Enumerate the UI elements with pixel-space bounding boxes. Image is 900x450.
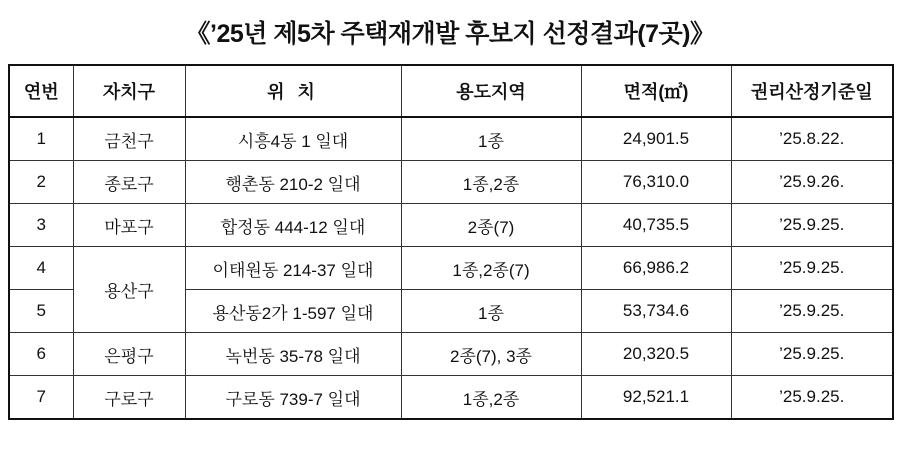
- table-row: [9, 117, 893, 161]
- column-header-location: 위 치: [185, 65, 401, 117]
- cell-area: 92,521.1: [581, 376, 731, 420]
- table-row: [9, 247, 893, 290]
- cell-date: ’25.8.22.: [731, 117, 893, 161]
- cell-location: 합정동 444-12 일대: [185, 204, 401, 247]
- cell-area: 20,320.5: [581, 333, 731, 376]
- column-header-zone: 용도지역: [401, 65, 581, 117]
- cell-no: 1: [9, 117, 73, 161]
- cell-no: 7: [9, 376, 73, 420]
- cell-date: ’25.9.25.: [731, 376, 893, 420]
- cell-location: 구로동 739-7 일대: [185, 376, 401, 420]
- column-header-area: 면적(㎡): [581, 65, 731, 117]
- table-body: [9, 117, 893, 419]
- cell-district: 은평구: [73, 333, 185, 376]
- cell-location: 이태원동 214-37 일대: [185, 247, 401, 290]
- cell-zone: 2종(7): [401, 204, 581, 247]
- cell-zone: 2종(7), 3종: [401, 333, 581, 376]
- column-header-no: 연번: [9, 65, 73, 117]
- cell-location: 녹번동 35-78 일대: [185, 333, 401, 376]
- table-header: [9, 65, 893, 117]
- cell-zone: 1종,2종: [401, 161, 581, 204]
- cell-zone: 1종,2종: [401, 376, 581, 420]
- cell-location: 행촌동 210-2 일대: [185, 161, 401, 204]
- table-row: [9, 376, 893, 420]
- cell-no: 5: [9, 290, 73, 333]
- cell-zone: 1종,2종(7): [401, 247, 581, 290]
- cell-no: 3: [9, 204, 73, 247]
- cell-district: 구로구: [73, 376, 185, 420]
- cell-date: ’25.9.26.: [731, 161, 893, 204]
- column-header-district: 자치구: [73, 65, 185, 117]
- cell-location: 용산동2가 1-597 일대: [185, 290, 401, 333]
- cell-area: 40,735.5: [581, 204, 731, 247]
- page-title: 《’25년 제5차 주택재개발 후보지 선정결과(7곳)》: [185, 20, 715, 48]
- redevelopment-candidates-table: [8, 64, 894, 420]
- cell-date: ’25.9.25.: [731, 247, 893, 290]
- cell-location: 시흥4동 1 일대: [185, 117, 401, 161]
- table-row: [9, 161, 893, 204]
- cell-area: 66,986.2: [581, 247, 731, 290]
- cell-district: 금천구: [73, 117, 185, 161]
- cell-no: 4: [9, 247, 73, 290]
- table-header-row: [9, 65, 893, 117]
- column-header-date: 권리산정기준일: [731, 65, 893, 117]
- cell-zone: 1종: [401, 117, 581, 161]
- cell-district: 종로구: [73, 161, 185, 204]
- cell-date: ’25.9.25.: [731, 290, 893, 333]
- cell-zone: 1종: [401, 290, 581, 333]
- cell-district: 마포구: [73, 204, 185, 247]
- cell-no: 2: [9, 161, 73, 204]
- cell-area: 76,310.0: [581, 161, 731, 204]
- cell-district: 용산구: [73, 247, 185, 333]
- cell-area: 24,901.5: [581, 117, 731, 161]
- cell-date: ’25.9.25.: [731, 333, 893, 376]
- table-container: [0, 64, 900, 420]
- table-row: [9, 204, 893, 247]
- cell-area: 53,734.6: [581, 290, 731, 333]
- cell-no: 6: [9, 333, 73, 376]
- table-row: [9, 333, 893, 376]
- cell-date: ’25.9.25.: [731, 204, 893, 247]
